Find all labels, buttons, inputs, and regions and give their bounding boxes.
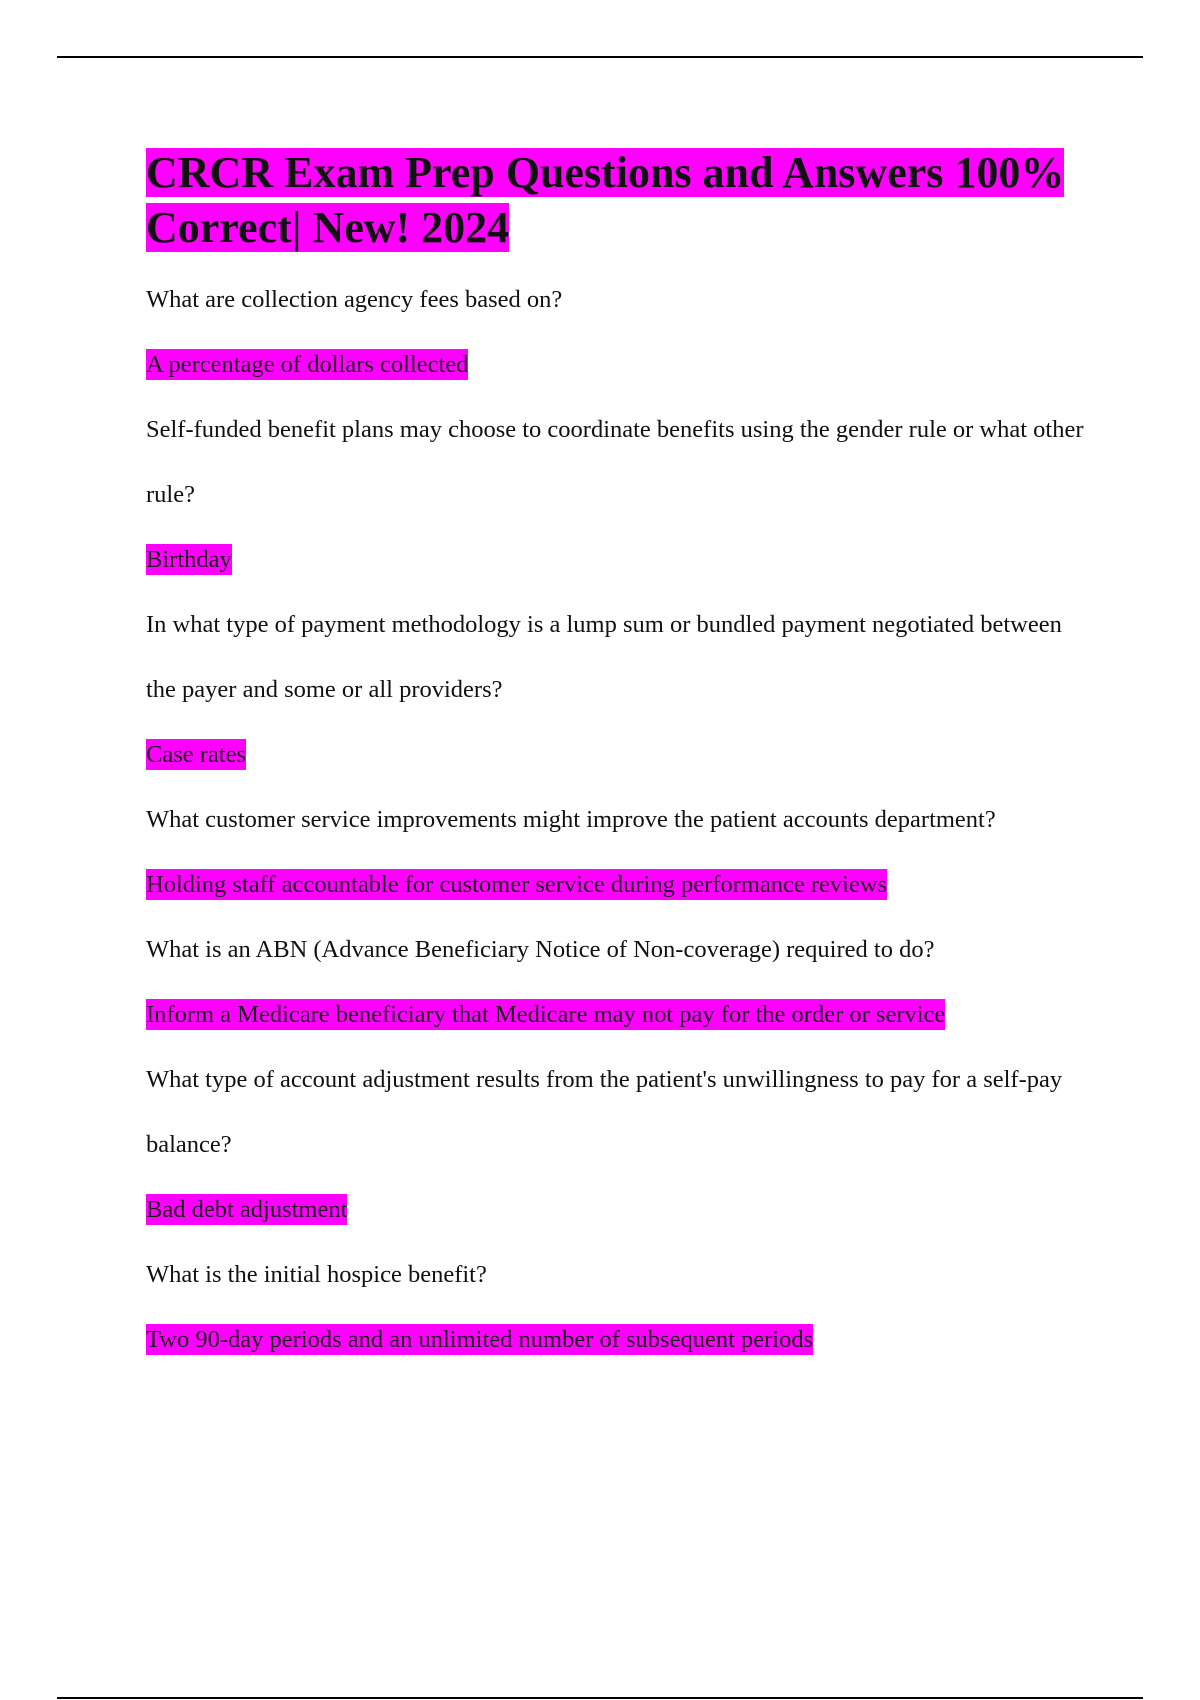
- answer-text: [146, 722, 1096, 787]
- question-text: What type of account adjustment results from the patient's unwillingness to pay for a self-pay balance?: [146, 1066, 1063, 1158]
- question-text: Self-funded benefit plans may choose to coordinate benefits using the gender rule or what other rule?: [146, 416, 1084, 508]
- qa-item-6: [146, 1047, 1096, 1242]
- answer-text: [146, 527, 1096, 592]
- answer-text: [146, 982, 1096, 1047]
- answer-highlight: Holding staff accountable for customer service during performance reviews: [146, 871, 888, 898]
- answer-highlight: Case rates: [146, 741, 246, 768]
- question-text: In what type of payment methodology is a lump sum or bundled payment negotiated between the payer and some or all providers?: [146, 611, 1062, 703]
- answer-text: [146, 852, 1096, 917]
- qa-item-3: [146, 592, 1096, 787]
- answer-highlight: Birthday: [146, 546, 232, 573]
- answer-text: [146, 332, 1096, 397]
- footer-rule: [57, 1697, 1143, 1699]
- qa-item-1: [146, 267, 1096, 397]
- answer-highlight: A percentage of dollars collected: [146, 351, 469, 378]
- qa-item-7: [146, 1242, 1096, 1372]
- document-title-text: CRCR Exam Prep Questions and Answers 100% Correct| New! 2024: [146, 148, 1065, 252]
- qa-item-5: [146, 917, 1096, 1047]
- document-title: [146, 145, 1096, 255]
- header-rule: [57, 56, 1143, 58]
- answer-text: [146, 1177, 1096, 1242]
- answer-text: [146, 1307, 1096, 1372]
- answer-highlight: Bad debt adjustment: [146, 1196, 348, 1223]
- question-text: What customer service improvements might improve the patient accounts department?: [146, 806, 996, 833]
- answer-highlight: Inform a Medicare beneficiary that Medicare may not pay for the order or service: [146, 1001, 946, 1028]
- question-text: What is an ABN (Advance Beneficiary Notice of Non-coverage) required to do?: [146, 936, 935, 963]
- answer-highlight: Two 90-day periods and an unlimited number of subsequent periods: [146, 1326, 814, 1353]
- qa-item-4: [146, 787, 1096, 917]
- qa-item-2: [146, 397, 1096, 592]
- document-body: [146, 145, 1096, 1372]
- question-text: What is the initial hospice benefit?: [146, 1261, 487, 1288]
- question-text: What are collection agency fees based on?: [146, 286, 563, 313]
